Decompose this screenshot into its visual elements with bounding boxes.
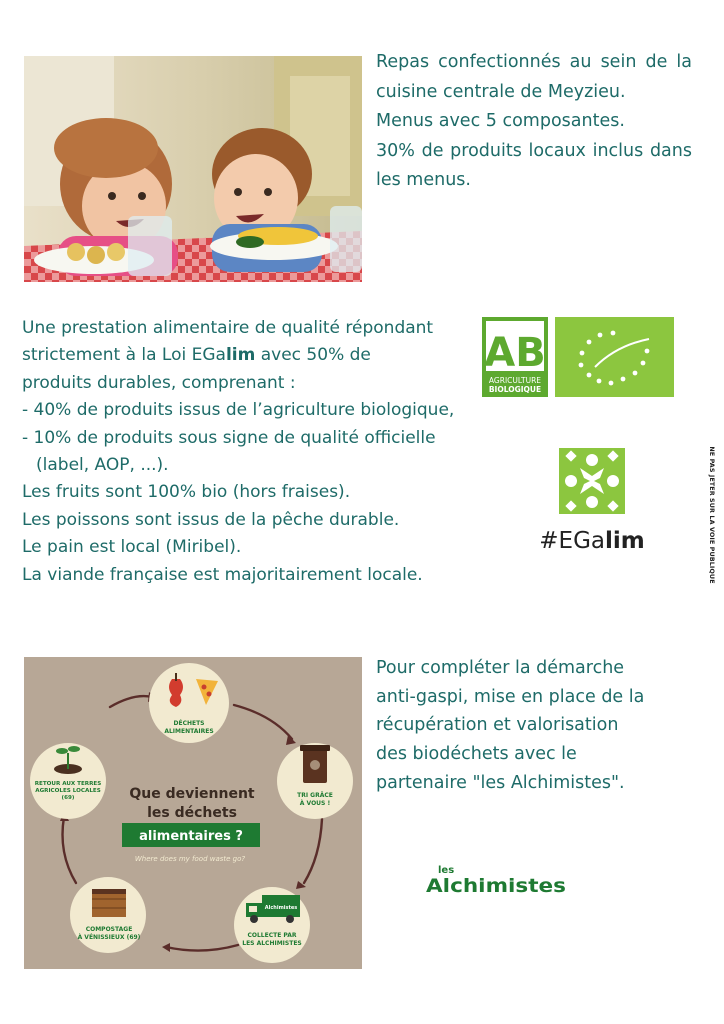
- ab-letters: AB: [484, 330, 546, 376]
- egalim-line-7: La viande française est majoritairement locale.: [22, 564, 423, 585]
- egalim-line-3: produits durables, comprenant :: [22, 372, 296, 393]
- meal-info-line-3: 30% de produits locaux inclus dans les menus.: [376, 140, 692, 190]
- egalim-logo-bold: lim: [605, 528, 645, 554]
- meal-info-text: [376, 48, 692, 196]
- diagram-title-2: les déchets: [147, 805, 237, 821]
- step-5-label-3: (69): [61, 795, 75, 801]
- meal-info-line-1: Repas confectionnés au sein de la cuisine centrale de Meyzieu.: [376, 52, 692, 102]
- diagram-subtitle: Where does my food waste go?: [134, 855, 246, 863]
- diagram-title-3: alimentaires ?: [139, 829, 243, 844]
- step-1-label-1: DÉCHETS: [173, 720, 205, 727]
- anti-waste-line-1: Pour compléter la démarche: [376, 658, 625, 678]
- egalim-line-2: [22, 342, 482, 369]
- egalim-line-2-pre: strictement à la Loi EGa: [22, 345, 226, 366]
- alchimistes-logo: [424, 862, 570, 896]
- step-1-label-2: ALIMENTAIRES: [164, 728, 214, 735]
- side-notice-text: NE PAS JETER SUR LA VOIE PUBLIQUE: [708, 446, 716, 584]
- step-3-label-1: COLLECTE PAR: [247, 932, 297, 939]
- egalim-line-1: Une prestation alimentaire de qualité répondant: [22, 318, 434, 338]
- egalim-info-text: [22, 315, 482, 589]
- step-5-label-1: RETOUR AUX TERRES: [34, 781, 102, 787]
- anti-waste-line-2: anti-gaspi, mise en place de la: [376, 686, 645, 707]
- step-3-label-2: LES ALCHIMISTES: [242, 940, 302, 947]
- egalim-bullet-1: - 40% de produits issus de l’agriculture biologique,: [22, 400, 455, 421]
- anti-waste-text: [376, 654, 696, 798]
- egalim-line-4: Les fruits sont 100% bio (hors fraises).: [22, 482, 351, 503]
- step-2-label-2: À VOUS !: [299, 800, 331, 807]
- sorting-bin-icon: [300, 745, 330, 783]
- truck-text: Alchimistes: [264, 905, 298, 911]
- anti-waste-line-4: des biodéchets avec le: [376, 744, 577, 765]
- egalim-line-2-bold: lim: [225, 345, 256, 366]
- egalim-bullet-2: - 10% de produits sous signe de qualité officielle (label, AOP, ...).: [22, 427, 436, 476]
- alchimistes-logo-main: Alchimistes: [426, 875, 566, 896]
- step-4-label-2: À VÉNISSIEUX (69): [77, 934, 141, 941]
- ab-organic-logo: [482, 317, 548, 397]
- eu-organic-leaf-icon: [555, 317, 674, 397]
- meal-info-line-2: Menus avec 5 composantes.: [376, 111, 625, 131]
- egalim-line-6: Le pain est local (Miribel).: [22, 537, 242, 558]
- egalim-logo-text: [530, 528, 654, 554]
- side-notice: [706, 440, 718, 590]
- egalim-line-2-post: avec 50% de: [255, 345, 371, 366]
- food-waste-diagram: [24, 657, 362, 969]
- anti-waste-line-3: récupération et valorisation: [376, 715, 619, 736]
- alchimistes-logo-small: les: [438, 865, 455, 876]
- step-2-label-1: TRI GRÂCE: [297, 792, 333, 799]
- step-5-label-2: AGRICOLES LOCALES: [35, 788, 101, 794]
- diagram-title-1: Que deviennent: [129, 786, 255, 802]
- ab-line-2: BIOLOGIQUE: [488, 385, 542, 394]
- anti-waste-line-5: partenaire "les Alchimistes".: [376, 772, 625, 793]
- ab-line-1: AGRICULTURE: [488, 376, 542, 385]
- egalim-line-5: Les poissons sont issus de la pêche durable.: [22, 509, 400, 530]
- children-eating-photo: [24, 56, 362, 282]
- compost-crate-icon: [92, 889, 126, 917]
- step-4-label-1: COMPOSTAGE: [85, 926, 133, 933]
- egalim-logo-prefix: #EGa: [539, 528, 605, 554]
